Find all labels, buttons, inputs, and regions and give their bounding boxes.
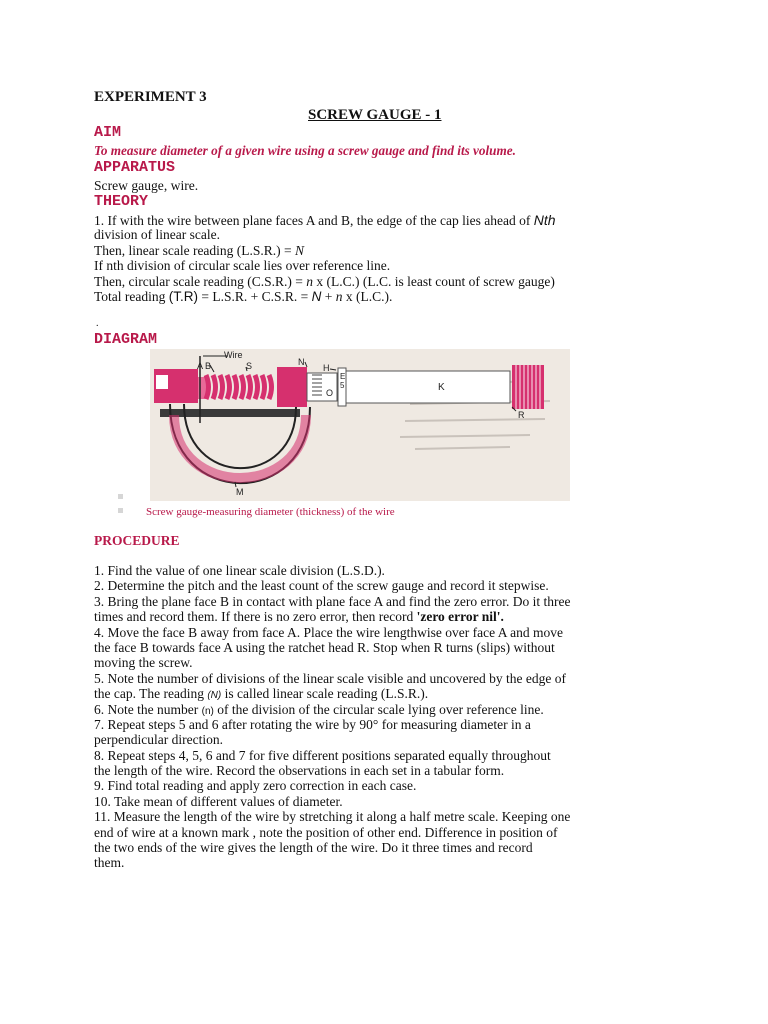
page-title: SCREW GAUGE - 1: [308, 107, 442, 123]
procedure-line: 11. Measure the length of the wire by stretching it along a half metre scale. Keeping one: [94, 809, 571, 825]
procedure-line: times and record them. If there is no zero error, then record 'zero error nil'.: [94, 609, 504, 625]
theory-heading: THEORY: [94, 193, 149, 210]
theory-line: 1. If with the wire between plane faces A and B, the edge of the cap lies ahead of Nth: [94, 212, 556, 228]
diagram-label-a: A: [197, 361, 204, 371]
stray-dot: .: [96, 318, 99, 329]
procedure-line: 4. Move the face B away from face A. Place the wire lengthwise over face A and move: [94, 624, 563, 640]
procedure-line: the two ends of the wire gives the length of the wire. Do it three times and record: [94, 840, 533, 856]
apparatus-heading: APPARATUS: [94, 159, 176, 176]
procedure-line: end of wire at a known mark , note the position of other end. Difference in position of: [94, 824, 558, 840]
procedure-line: the length of the wire. Record the observations in each set in a tabular form.: [94, 763, 505, 779]
theory-text: [94, 212, 556, 304]
procedure-line: 5. Note the number of divisions of the linear scale visible and uncovered by the edge of: [94, 670, 566, 686]
procedure-steps: [94, 563, 570, 871]
procedure-line: the face B towards face A using the ratchet head R. Stop when R turns (slips) without: [94, 639, 555, 655]
theory-line: If nth division of circular scale lies over reference line.: [94, 258, 391, 274]
procedure-line: 7. Repeat steps 5 and 6 after rotating the wire by 90° for measuring diameter in a: [94, 716, 531, 732]
aim-heading: AIM: [94, 124, 122, 141]
bullet-marker: [118, 508, 123, 513]
bullet-marker: [118, 494, 123, 499]
diagram-label-e: E: [340, 372, 346, 381]
diagram-label-m: M: [236, 487, 244, 497]
diagram-label-h: H: [323, 363, 330, 373]
theory-line: Total reading (T.R) = L.S.R. + C.S.R. = N + n x (L.C.).: [94, 288, 393, 304]
procedure-line: 9. Find total reading and apply zero correction in each case.: [94, 778, 417, 794]
apparatus-text: Screw gauge, wire.: [94, 178, 199, 193]
experiment-number: EXPERIMENT 3: [94, 89, 207, 105]
theory-line: Then, linear scale reading (L.S.R.) = N: [94, 242, 305, 258]
diagram-heading: DIAGRAM: [94, 331, 158, 348]
procedure-line: moving the screw.: [94, 655, 193, 671]
diagram-label-o: O: [326, 388, 334, 398]
procedure-line: them.: [94, 855, 125, 871]
procedure-line: 1. Find the value of one linear scale division (L.S.D.).: [94, 563, 385, 578]
aim-text: To measure diameter of a given wire using a screw gauge and find its volume.: [94, 143, 516, 158]
procedure-line: 8. Repeat steps 4, 5, 6 and 7 for five different positions separated equally throughout: [94, 747, 551, 763]
procedure-line: 2. Determine the pitch and the least count of the screw gauge and record it stepwise.: [94, 578, 549, 594]
diagram-label-r: R: [518, 410, 525, 420]
procedure-line: 10. Take mean of different values of diameter.: [94, 793, 343, 809]
procedure-line: perpendicular direction.: [94, 732, 223, 748]
diagram-label-k: K: [438, 382, 445, 393]
diagram-caption: Screw gauge-measuring diameter (thickness) of the wire: [146, 506, 395, 518]
screw-gauge-diagram: [150, 349, 570, 501]
theory-line: division of linear scale.: [94, 227, 220, 243]
diagram-label-wire: Wire: [224, 350, 243, 360]
procedure-heading: PROCEDURE: [94, 533, 180, 548]
diagram-label-s: S: [246, 361, 253, 371]
diagram-label-n: N: [298, 357, 305, 367]
diagram-label-5: 5: [340, 381, 345, 390]
procedure-line: 6. Note the number (n) of the division of the circular scale lying over reference line.: [94, 701, 544, 717]
procedure-line: 3. Bring the plane face B in contact with plane face A and find the zero error. Do it three: [94, 593, 571, 609]
procedure-line: the cap. The reading (N) is called linear scale reading (L.S.R.).: [94, 686, 429, 702]
theory-line: Then, circular scale reading (C.S.R.) = n x (L.C.) (L.C. is least count of screw gauge): [94, 273, 555, 289]
diagram-label-b: B: [205, 361, 212, 371]
